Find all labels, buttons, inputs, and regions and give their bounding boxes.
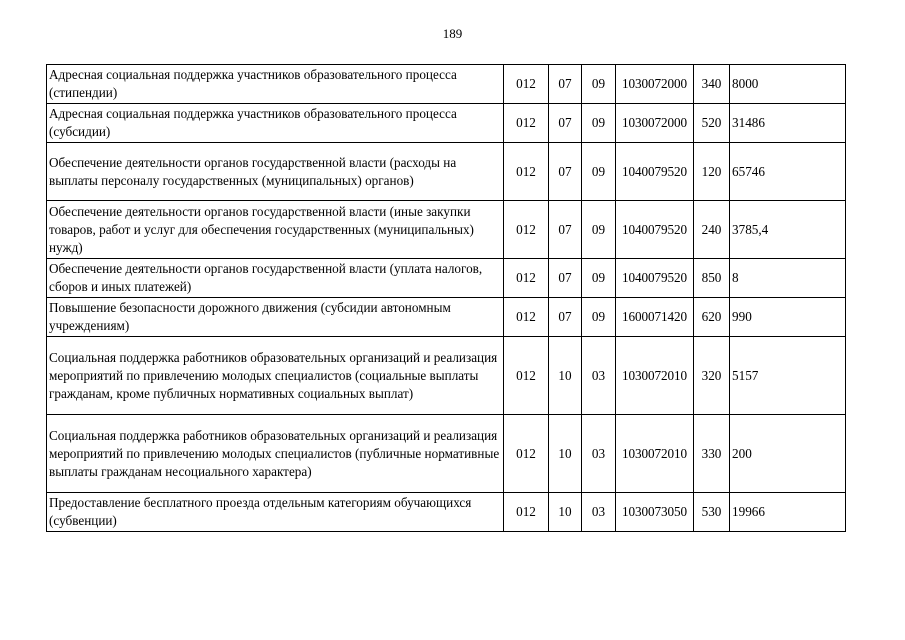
- expense-name-cell: Повышение безопасности дорожного движения (субсидии автономным учреждениям): [47, 298, 504, 337]
- section-code-cell: 07: [549, 201, 582, 259]
- amount-cell: 200: [730, 415, 846, 493]
- expense-type-cell: 240: [694, 201, 730, 259]
- target-article-cell: 1040079520: [616, 143, 694, 201]
- table-row: [47, 259, 846, 298]
- table-row: [47, 104, 846, 143]
- expense-type-cell: 530: [694, 493, 730, 532]
- table-row: [47, 415, 846, 493]
- subsection-code-cell: 03: [582, 337, 616, 415]
- subsection-code-cell: 09: [582, 201, 616, 259]
- admin-code-cell: 012: [504, 143, 549, 201]
- target-article-cell: 1600071420: [616, 298, 694, 337]
- expense-type-cell: 320: [694, 337, 730, 415]
- admin-code-cell: 012: [504, 104, 549, 143]
- amount-cell: 8000: [730, 65, 846, 104]
- section-code-cell: 10: [549, 415, 582, 493]
- section-code-cell: 07: [549, 259, 582, 298]
- expense-name-cell: Обеспечение деятельности органов государственной власти (расходы на выплаты персоналу государственных (муниципальных) органов): [47, 143, 504, 201]
- expense-type-cell: 520: [694, 104, 730, 143]
- section-code-cell: 07: [549, 65, 582, 104]
- target-article-cell: 1030072010: [616, 337, 694, 415]
- admin-code-cell: 012: [504, 298, 549, 337]
- amount-cell: 31486: [730, 104, 846, 143]
- target-article-cell: 1030073050: [616, 493, 694, 532]
- budget-table: [46, 64, 846, 532]
- table-row: [47, 65, 846, 104]
- section-code-cell: 07: [549, 143, 582, 201]
- admin-code-cell: 012: [504, 493, 549, 532]
- subsection-code-cell: 03: [582, 415, 616, 493]
- target-article-cell: 1040079520: [616, 201, 694, 259]
- page-number: 189: [442, 26, 463, 41]
- section-code-cell: 07: [549, 298, 582, 337]
- table-row: [47, 337, 846, 415]
- expense-name-cell: Социальная поддержка работников образовательных организаций и реализация мероприятий по привлечению молодых специалистов (публичные нормативные выплаты гражданам несоциального характера): [47, 415, 504, 493]
- amount-cell: 65746: [730, 143, 846, 201]
- admin-code-cell: 012: [504, 415, 549, 493]
- budget-table-body: [47, 65, 846, 532]
- table-row: [47, 493, 846, 532]
- subsection-code-cell: 09: [582, 298, 616, 337]
- expense-type-cell: 620: [694, 298, 730, 337]
- admin-code-cell: 012: [504, 65, 549, 104]
- admin-code-cell: 012: [504, 201, 549, 259]
- subsection-code-cell: 09: [582, 259, 616, 298]
- target-article-cell: 1030072000: [616, 104, 694, 143]
- subsection-code-cell: 09: [582, 65, 616, 104]
- expense-type-cell: 340: [694, 65, 730, 104]
- target-article-cell: 1030072010: [616, 415, 694, 493]
- amount-cell: 3785,4: [730, 201, 846, 259]
- target-article-cell: 1040079520: [616, 259, 694, 298]
- amount-cell: 990: [730, 298, 846, 337]
- expense-type-cell: 120: [694, 143, 730, 201]
- table-row: [47, 201, 846, 259]
- amount-cell: 8: [730, 259, 846, 298]
- expense-name-cell: Обеспечение деятельности органов государственной власти (уплата налогов, сборов и иных платежей): [47, 259, 504, 298]
- subsection-code-cell: 09: [582, 104, 616, 143]
- subsection-code-cell: 09: [582, 143, 616, 201]
- expense-type-cell: 850: [694, 259, 730, 298]
- table-row: [47, 298, 846, 337]
- admin-code-cell: 012: [504, 337, 549, 415]
- section-code-cell: 07: [549, 104, 582, 143]
- section-code-cell: 10: [549, 337, 582, 415]
- amount-cell: 5157: [730, 337, 846, 415]
- expense-name-cell: Обеспечение деятельности органов государственной власти (иные закупки товаров, работ и услуг для обеспечения государственных (муниципальных) нужд): [47, 201, 504, 259]
- expense-name-cell: Адресная социальная поддержка участников образовательного процесса (субсидии): [47, 104, 504, 143]
- expense-name-cell: Адресная социальная поддержка участников образовательного процесса (стипендии): [47, 65, 504, 104]
- target-article-cell: 1030072000: [616, 65, 694, 104]
- expense-name-cell: Предоставление бесплатного проезда отдельным категориям обучающихся (субвенции): [47, 493, 504, 532]
- subsection-code-cell: 03: [582, 493, 616, 532]
- expense-type-cell: 330: [694, 415, 730, 493]
- section-code-cell: 10: [549, 493, 582, 532]
- amount-cell: 19966: [730, 493, 846, 532]
- expense-name-cell: Социальная поддержка работников образовательных организаций и реализация мероприятий по привлечению молодых специалистов (социальные выплаты гражданам, кроме публичных нормативных социальных выплат): [47, 337, 504, 415]
- table-row: [47, 143, 846, 201]
- admin-code-cell: 012: [504, 259, 549, 298]
